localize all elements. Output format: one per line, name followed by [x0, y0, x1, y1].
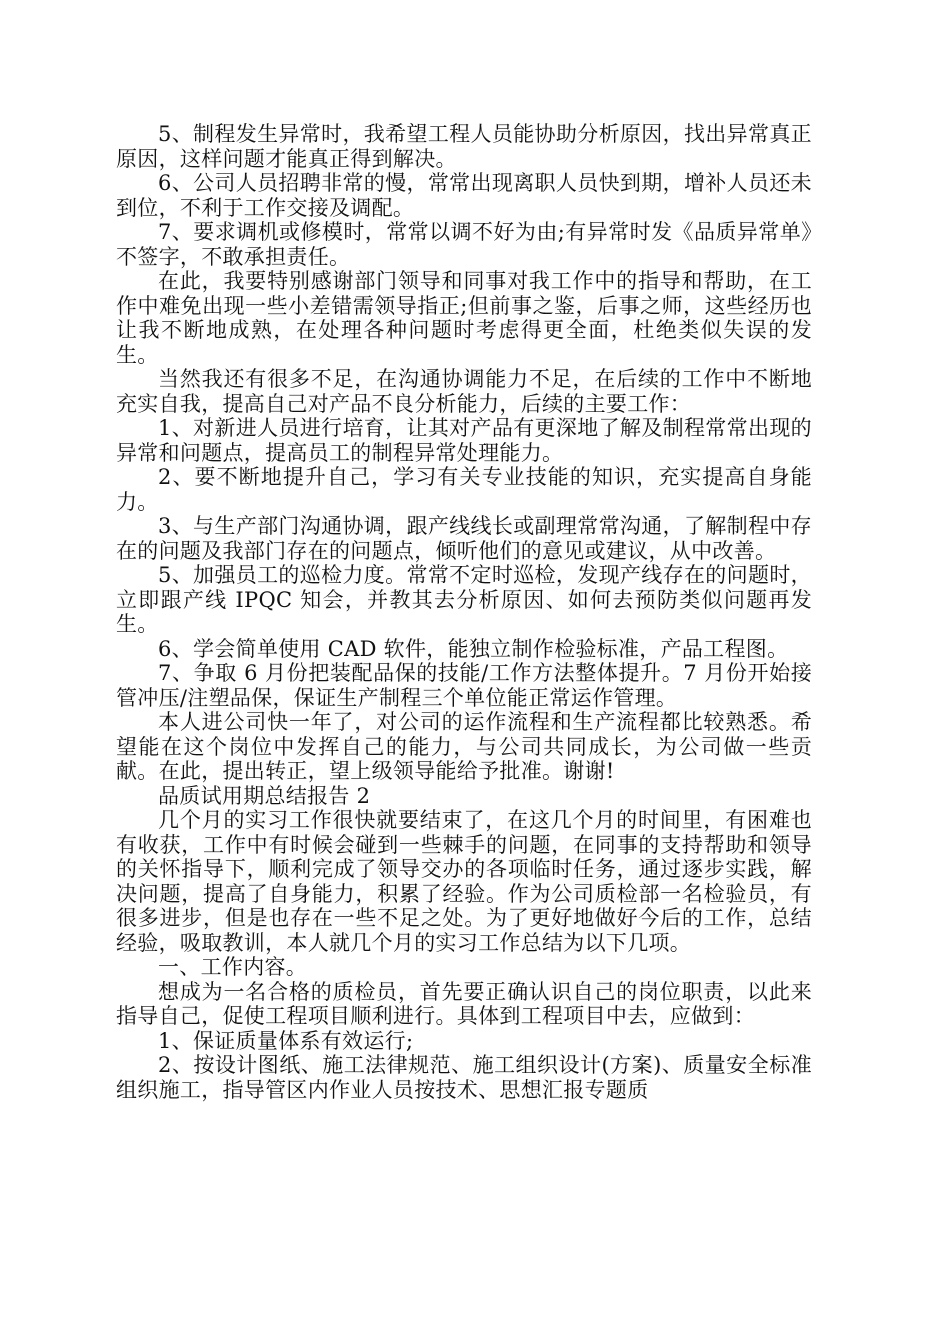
paragraph-plan-1: 1、对新进人员进行培育，让其对产品有更深地了解及制程常常出现的异常和问题点，提高员工的制程异常处理能力。 [116, 416, 812, 465]
paragraph-item-5: 5、制程发生异常时，我希望工程人员能协助分析原因，找出异常真正原因，这样问题才能真正得到解决。 [116, 122, 812, 171]
paragraph-duty-1: 1、保证质量体系有效运行; [158, 1028, 414, 1053]
paragraph-shortcomings: 当然我还有很多不足，在沟通协调能力不足，在后续的工作中不断地充实自我，提高自己对产品不良分析能力，后续的主要工作： [116, 367, 812, 416]
paragraph-inspector-duties: 想成为一名合格的质检员，首先要正确认识自己的岗位职责，以此来指导自己，促使工程项目顺利进行。具体到工程项目中去，应做到： [116, 979, 812, 1028]
section-heading-work-content: 一、工作内容。 [158, 955, 308, 979]
paragraph-item-7: 7、要求调机或修模时，常常以调不好为由;有异常时发《品质异常单》不签字，不敢承担责任。 [116, 220, 812, 269]
section-title-report-2: 品质试用期总结报告 2 [158, 783, 371, 808]
paragraph-plan-5: 5、加强员工的巡检力度。常常不定时巡检，发现产线存在的问题时，立即跟产线 IPQC 知会，并教其去分析原因、如何去预防类似问题再发生。 [116, 563, 812, 636]
paragraph-plan-7: 7、争取 6 月份把装配品保的技能/工作方法整体提升。7 月份开始接管冲压/注塑品保，保证生产制程三个单位能正常运作管理。 [116, 661, 812, 710]
paragraph-plan-2: 2、要不断地提升自己，学习有关专业技能的知识，充实提高自身能力。 [116, 465, 812, 514]
paragraph-plan-3: 3、与生产部门沟通协调，跟产线线长或副理常常沟通，了解制程中存在的问题及我部门存在的问题点，倾听他们的意见或建议，从中改善。 [116, 514, 812, 563]
paragraph-conclusion: 本人进公司快一年了，对公司的运作流程和生产流程都比较熟悉。希望能在这个岗位中发挥自己的能力，与公司共同成长，为公司做一些贡献。在此，提出转正，望上级领导能给予批准。谢谢! [116, 710, 812, 783]
paragraph-duty-2: 2、按设计图纸、施工法律规范、施工组织设计(方案)、质量安全标准组织施工，指导管区内作业人员按技术、思想汇报专题质 [116, 1053, 812, 1102]
paragraph-item-6: 6、公司人员招聘非常的慢，常常出现离职人员快到期，增补人员还未到位，不利于工作交接及调配。 [116, 171, 812, 220]
body-text [116, 122, 812, 1102]
paragraph-thanks: 在此，我要特别感谢部门领导和同事对我工作中的指导和帮助，在工作中难免出现一些小差错需领导指正;但前事之鉴，后事之师，这些经历也让我不断地成熟，在处理各种问题时考虑得更全面，杜绝类似失误的发生。 [116, 269, 812, 367]
paragraph-plan-6: 6、学会简单使用 CAD 软件，能独立制作检验标准，产品工程图。 [158, 636, 789, 661]
paragraph-internship-intro: 几个月的实习工作很快就要结束了，在这几个月的时间里，有困难也有收获，工作中有时候会碰到一些棘手的问题，在同事的支持帮助和领导的关怀指导下，顺利完成了领导交办的各项临时任务，通过逐步实践，解决问题，提高了自身能力，积累了经验。作为公司质检部一名检验员，有很多进步，但是也存在一些不足之处。为了更好地做好今后的工作，总结经验，吸取教训，本人就几个月的实习工作总结为以下几项。 [116, 808, 812, 955]
